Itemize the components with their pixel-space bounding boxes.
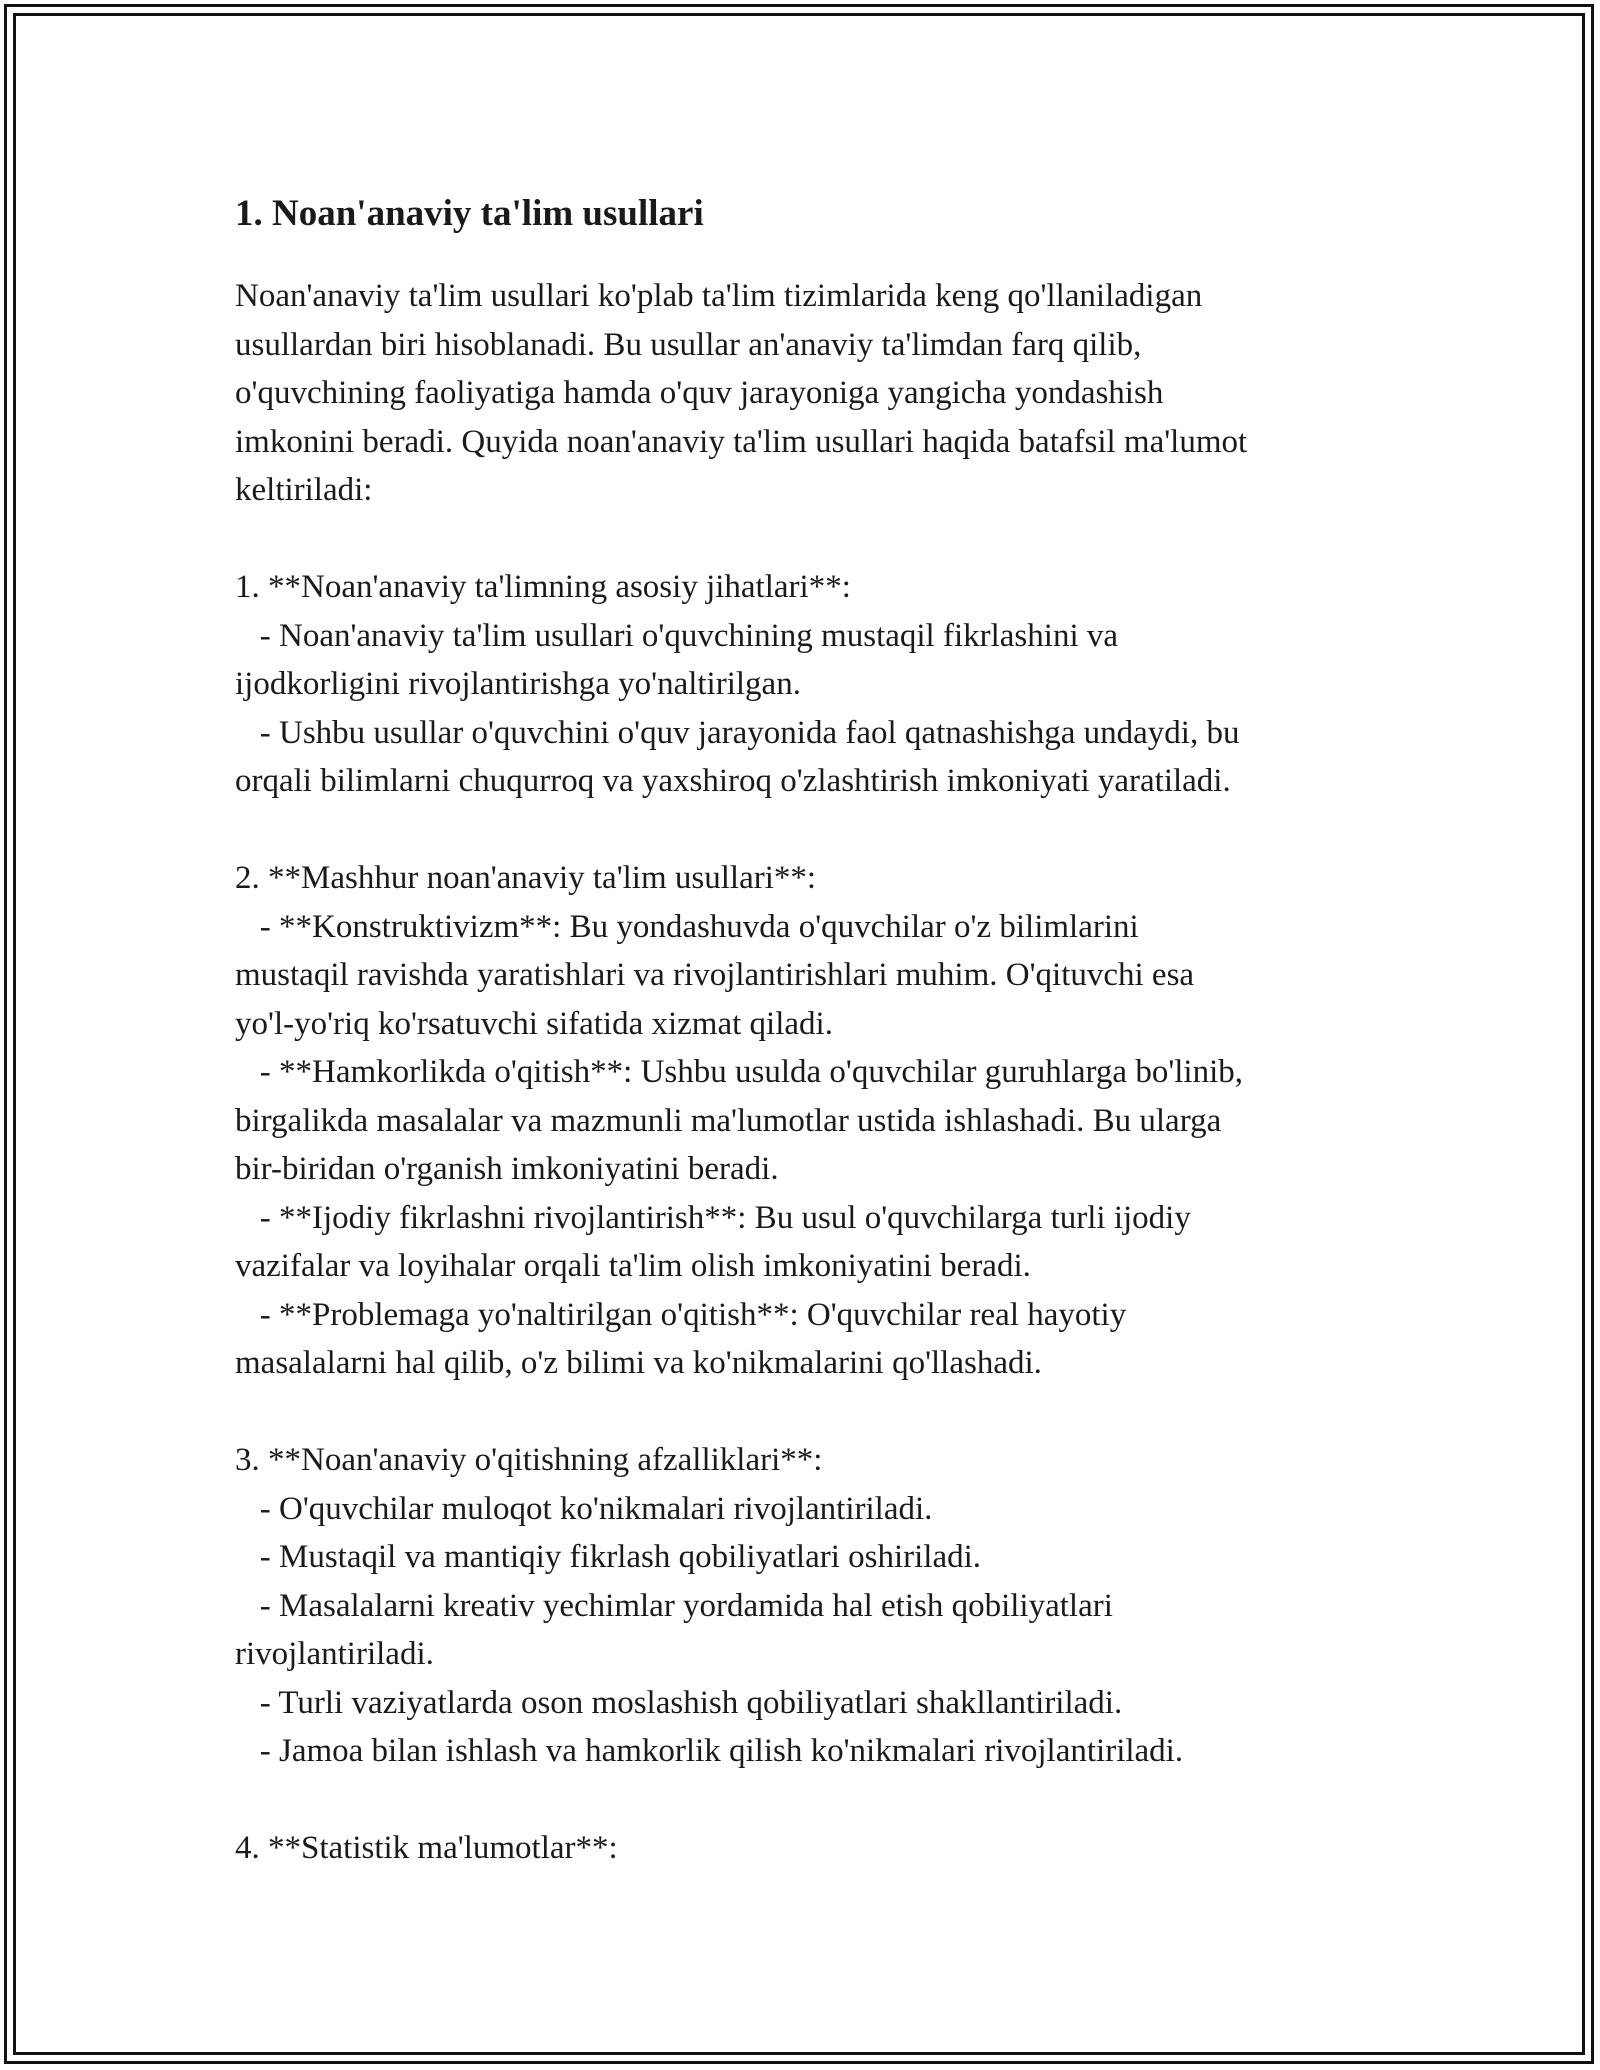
section-line: - Turli vaziyatlarda oson moslashish qobiliyatlari shakllantiriladi. xyxy=(235,1684,1123,1721)
section-line: mustaqil ravishda yaratishlari va rivojlantirishlari muhim. O'qituvchi esa xyxy=(235,957,1195,993)
intro-line: o'quvchining faoliyatiga hamda o'quv jarayoniga yangicha yondashish xyxy=(235,375,1164,411)
section-heading: 1. **Noan'anaviy ta'limning asosiy jihatlari**: xyxy=(235,569,851,605)
section-heading: 2. **Mashhur noan'anaviy ta'lim usullari**: xyxy=(235,860,817,896)
section-line: birgalikda masalalar va mazmunli ma'lumotlar ustida ishlashadi. Bu ularga xyxy=(235,1102,1222,1139)
section-line: vazifalar va loyihalar orqali ta'lim olish imkoniyatini beradi. xyxy=(235,1248,1031,1284)
document-body xyxy=(235,186,1385,1921)
section-line: ijodkorligini rivojlantirishga yo'naltirilgan. xyxy=(235,666,801,702)
intro-line: imkonini beradi. Quyida noan'anaviy ta'lim usullari haqida batafsil ma'lumot xyxy=(235,423,1248,460)
intro-line: keltiriladi: xyxy=(235,472,373,508)
section-heading: 4. **Statistik ma'lumotlar**: xyxy=(235,1830,618,1866)
section-line: masalalarni hal qilib, o'z bilimi va ko'nikmalarini qo'llashadi. xyxy=(235,1345,1042,1381)
document-title: 1. Noan'anaviy ta'lim usullari xyxy=(235,193,704,234)
section-line: - Jamoa bilan ishlash va hamkorlik qilish ko'nikmalari rivojlantiriladi. xyxy=(235,1733,1184,1769)
section-line: - Mustaqil va mantiqiy fikrlash qobiliyatlari oshiriladi. xyxy=(235,1539,982,1575)
section-line: - Masalalarni kreativ yechimlar yordamida hal etish qobiliyatlari xyxy=(235,1587,1113,1624)
section-line: - **Problemaga yo'naltirilgan o'qitish**: O'quvchilar real hayotiy xyxy=(235,1296,1127,1333)
section-line: - **Konstruktivizm**: Bu yondashuvda o'quvchilar o'z bilimlarini xyxy=(235,908,1139,945)
section-line: - O'quvchilar muloqot ko'nikmalari rivojlantiriladi. xyxy=(235,1490,933,1527)
section-3 xyxy=(235,1436,1385,1776)
section-line: orqali bilimlarni chuqurroq va yaxshiroq o'zlashtirish imkoniyati yaratiladi. xyxy=(235,763,1231,799)
intro-paragraph xyxy=(235,272,1385,515)
section-1 xyxy=(235,563,1385,806)
intro-line: usullardan biri hisoblanadi. Bu usullar an'anaviy ta'limdan farq qilib, xyxy=(235,326,1142,363)
section-heading: 3. **Noan'anaviy o'qitishning afzalliklari**: xyxy=(235,1442,823,1478)
intro-line: Noan'anaviy ta'lim usullari ko'plab ta'lim tizimlarida keng qo'llaniladigan xyxy=(235,278,1203,314)
section-line: - Noan'anaviy ta'lim usullari o'quvchining mustaqil fikrlashini va xyxy=(235,617,1119,654)
section-line: bir-biridan o'rganish imkoniyatini beradi. xyxy=(235,1151,779,1187)
section-4 xyxy=(235,1824,1385,1873)
section-line: - **Hamkorlikda o'qitish**: Ushbu usulda o'quvchilar guruhlarga bo'linib, xyxy=(235,1054,1244,1090)
section-line: rivojlantiriladi. xyxy=(235,1636,434,1672)
section-line: - Ushbu usullar o'quvchini o'quv jarayonida faol qatnashishga undaydi, bu xyxy=(235,714,1240,751)
section-2 xyxy=(235,854,1385,1388)
section-line: yo'l-yo'riq ko'rsatuvchi sifatida xizmat qiladi. xyxy=(235,1005,833,1042)
section-line: - **Ijodiy fikrlashni rivojlantirish**: Bu usul o'quvchilarga turli ijodiy xyxy=(235,1199,1191,1236)
